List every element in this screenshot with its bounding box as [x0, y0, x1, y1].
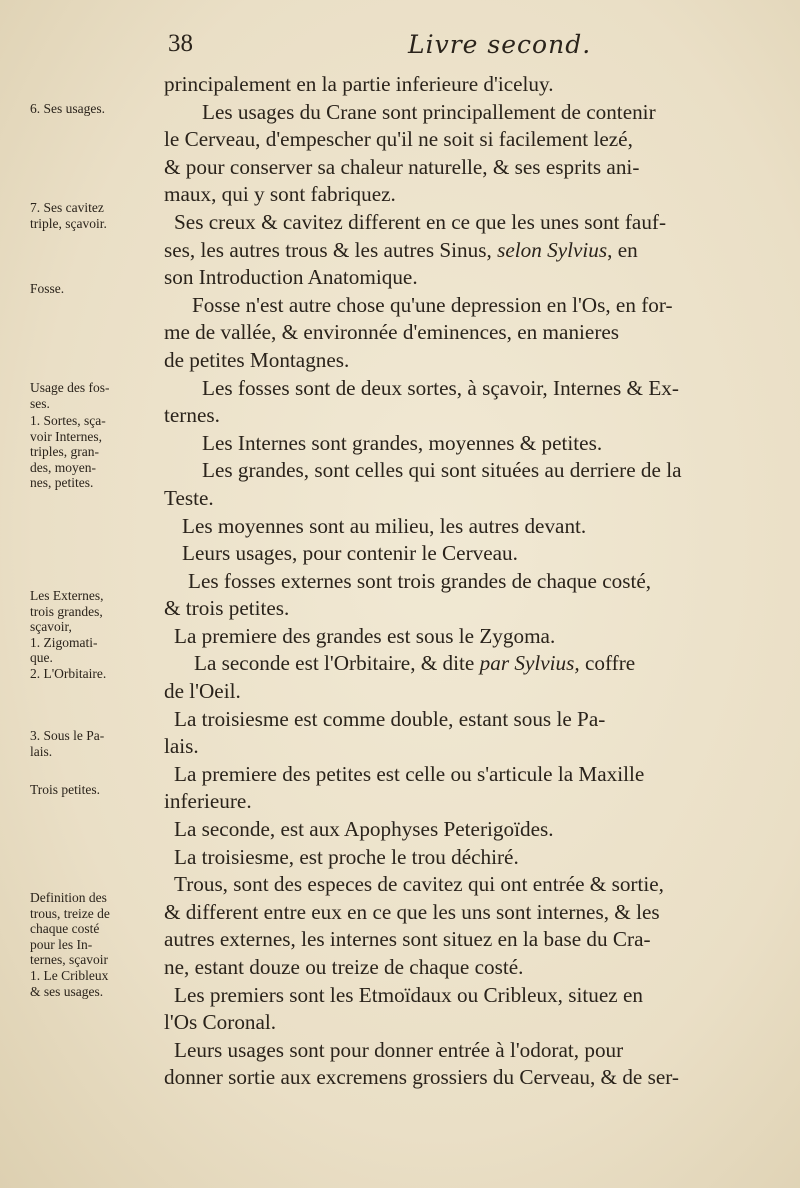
margin-note-line: pour les In- — [30, 936, 93, 952]
margin-note — [30, 588, 158, 682]
margin-note-line: 7. Ses cavitez — [30, 200, 104, 215]
margin-note-line: ternes, sçavoir — [30, 952, 108, 968]
text-line: donner sortie aux excremens grossiers du Cerveau, & de ser- — [164, 1065, 679, 1090]
text-line: La premiere des petites est celle ou s'articule la Maxille — [174, 761, 645, 786]
text-line: Les premiers sont les Etmoïdaux ou Cribleux, situez en — [174, 982, 643, 1007]
body-text — [164, 71, 764, 1092]
text-line: l'Os Coronal. — [164, 1010, 277, 1035]
text-line: ternes. — [164, 403, 220, 428]
margin-note-line: 3. Sous le Pa- — [30, 728, 105, 743]
text-line: La seconde est l'Orbitaire, & dite par Sylvius, coffre — [194, 651, 636, 676]
margin-note-line: sçavoir, — [30, 619, 72, 635]
page-header — [168, 30, 728, 70]
text-line: ses, les autres trous & les autres Sinus, selon Sylvius, en — [164, 237, 638, 262]
margin-note — [30, 281, 158, 297]
margin-note-line: 1. Le Cribleux — [30, 967, 109, 983]
margin-note-line: triples, gran- — [30, 444, 99, 460]
margin-note-line: Definition des — [30, 890, 107, 905]
margin-note-line: 1. Zigomati- — [30, 634, 98, 650]
text-line: La seconde, est aux Apophyses Peterigoïdes. — [174, 817, 554, 842]
text-line: Leurs usages sont pour donner entrée à l'odorat, pour — [174, 1037, 624, 1062]
text-line: La troisiesme, est proche le trou déchiré. — [174, 844, 519, 869]
margin-note — [30, 101, 158, 117]
text-line: me de vallée, & environnée d'eminences, en manieres — [164, 320, 620, 345]
margin-note-line: Trois petites. — [30, 782, 101, 797]
text-line: Les fosses externes sont trois grandes de chaque costé, — [188, 568, 652, 593]
margin-note — [30, 200, 158, 231]
margin-note — [30, 728, 158, 759]
text-line: principalement en la partie inferieure d'iceluy. — [164, 72, 554, 96]
text-line: le Cerveau, d'empescher qu'il ne soit si facilement lezé, — [164, 127, 633, 152]
margin-note — [30, 380, 158, 411]
text-line: Teste. — [164, 485, 214, 510]
text-line: Les moyennes sont au milieu, les autres devant. — [182, 513, 587, 538]
margin-note-line: Usage des fos- — [30, 380, 110, 395]
text-line: inferieure. — [164, 789, 252, 814]
text-line: Les fosses sont de deux sortes, à sçavoir, Internes & Ex- — [202, 375, 679, 400]
text-line: Les usages du Crane sont principallement de contenir — [202, 99, 656, 124]
text-line: ne, estant douze ou treize de chaque costé. — [164, 955, 524, 979]
text-line: & different entre eux en ce que les uns sont internes, & les — [164, 899, 660, 924]
margin-note-line: triple, sçavoir. — [30, 215, 107, 231]
margin-note-line: ses. — [30, 395, 50, 411]
margin-note-line: nes, petites. — [30, 475, 94, 491]
text-line: Ses creux & cavitez different en ce que les unes sont fauf- — [174, 209, 667, 234]
text-line: La premiere des grandes est sous le Zygoma. — [174, 623, 556, 648]
margin-note-line: que. — [30, 650, 53, 666]
margin-note-line: trous, treize de — [30, 905, 110, 921]
text-line: maux, qui y sont fabriquez. — [164, 182, 396, 207]
margin-note-line: chaque costé — [30, 921, 100, 937]
running-title: Livre second. — [408, 30, 592, 59]
margin-note-line: trois grandes, — [30, 603, 103, 619]
page-number: 38 — [168, 30, 193, 57]
text-line: Leurs usages, pour contenir le Cerveau. — [182, 541, 518, 566]
text-line: son Introduction Anatomique. — [164, 265, 418, 290]
margin-note-line: lais. — [30, 743, 53, 759]
text-line: Les Internes sont grandes, moyennes & petites. — [202, 430, 603, 455]
margin-note — [30, 782, 158, 798]
text-line: La troisiesme est comme double, estant sous le Pa- — [174, 706, 606, 731]
margin-note-line: voir Internes, — [30, 428, 102, 444]
text-line: lais. — [164, 734, 199, 759]
text-line: Trous, sont des especes de cavitez qui ont entrée & sortie, — [174, 872, 664, 897]
margin-note-line: & ses usages. — [30, 983, 104, 999]
text-line: de l'Oeil. — [164, 679, 241, 704]
text-line: autres externes, les internes sont situez en la base du Cra- — [164, 927, 651, 952]
text-line: de petites Montagnes. — [164, 347, 350, 372]
text-line: & pour conserver sa chaleur naturelle, & ses esprits ani- — [164, 154, 640, 179]
margin-note-line: 6. Ses usages. — [30, 101, 105, 116]
text-line: Les grandes, sont celles qui sont situées au derriere de la — [202, 458, 682, 483]
text-line: Fosse n'est autre chose qu'une depression en l'Os, en for- — [192, 292, 673, 317]
text-line: & trois petites. — [164, 596, 290, 621]
margin-note-line: Fosse. — [30, 281, 65, 296]
margin-note — [30, 890, 158, 999]
margin-note-line: Les Externes, — [30, 588, 104, 603]
margin-note-line: des, moyen- — [30, 459, 96, 475]
margin-note — [30, 413, 158, 491]
margin-note-line: 1. Sortes, sça- — [30, 413, 106, 428]
margin-note-line: 2. L'Orbitaire. — [30, 665, 107, 681]
